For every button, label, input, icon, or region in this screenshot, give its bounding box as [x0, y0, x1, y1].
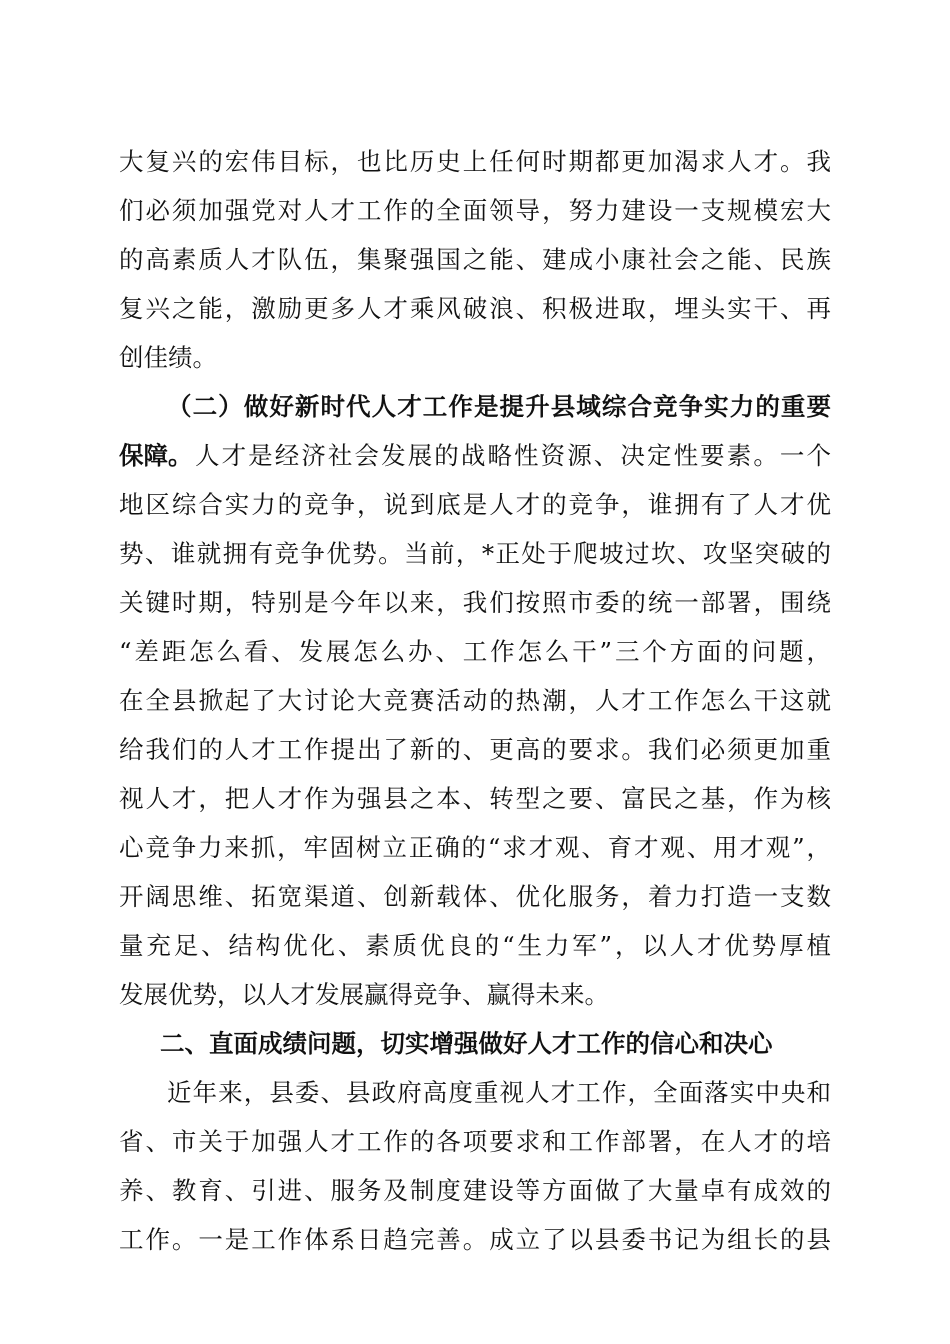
- paragraph-line: 工作。一是工作体系日趋完善。成立了以县委书记为组长的县: [119, 1225, 831, 1254]
- paragraph-line: 们必须加强党对人才工作的全面领导，努力建设一支规模宏大: [119, 196, 831, 225]
- paragraph-line: 发展优势，以人才发展赢得竞争、赢得未来。: [119, 980, 609, 1009]
- paragraph-line: 省、市关于加强人才工作的各项要求和工作部署，在人才的培: [119, 1127, 831, 1156]
- paragraph-line: 创佳绩。: [119, 343, 217, 372]
- paragraph-line: 近年来，县委、县政府高度重视人才工作，全面落实中央和: [167, 1078, 831, 1107]
- paragraph-line: 关键时期，特别是今年以来，我们按照市委的统一部署，围绕: [119, 588, 831, 617]
- paragraph-line: 的高素质人才队伍，集聚强国之能、建成小康社会之能、民族: [119, 245, 831, 274]
- subsection-heading: （二）做好新时代人才工作是提升县域综合竞争实力的重要: [167, 392, 831, 421]
- section-heading: 二、直面成绩问题，切实增强做好人才工作的信心和决心: [160, 1029, 773, 1058]
- paragraph-line: 地区综合实力的竞争，说到底是人才的竞争，谁拥有了人才优: [119, 490, 831, 519]
- paragraph-line: 开阔思维、拓宽渠道、创新载体、优化服务，着力打造一支数: [119, 882, 831, 911]
- paragraph-line: 给我们的人才工作提出了新的、更高的要求。我们必须更加重: [119, 735, 831, 764]
- paragraph-line: 心竞争力来抓，牢固树立正确的“求才观、育才观、用才观”，: [119, 833, 831, 862]
- paragraph-line: 人才是经济社会发展的战略性资源、决定性要素。一个: [195, 441, 831, 470]
- paragraph-line: 量充足、结构优化、素质优良的“生力军”，以人才优势厚植: [119, 931, 831, 960]
- paragraph-line: 在全县掀起了大讨论大竞赛活动的热潮，人才工作怎么干这就: [119, 686, 831, 715]
- paragraph-line: 复兴之能，激励更多人才乘风破浪、积极进取，埋头实干、再: [119, 294, 831, 323]
- paragraph-line: “差距怎么看、发展怎么办、工作怎么干”三个方面的问题，: [119, 637, 831, 666]
- paragraph-line: 视人才，把人才作为强县之本、转型之要、富民之基，作为核: [119, 784, 831, 813]
- paragraph-line: 势、谁就拥有竞争优势。当前，*正处于爬坡过坎、攻坚突破的: [119, 539, 831, 568]
- subsection-heading-continued: 保障。: [119, 441, 193, 470]
- paragraph-line: 大复兴的宏伟目标，也比历史上任何时期都更加渴求人才。我: [119, 147, 831, 176]
- paragraph-line: 养、教育、引进、服务及制度建设等方面做了大量卓有成效的: [119, 1176, 831, 1205]
